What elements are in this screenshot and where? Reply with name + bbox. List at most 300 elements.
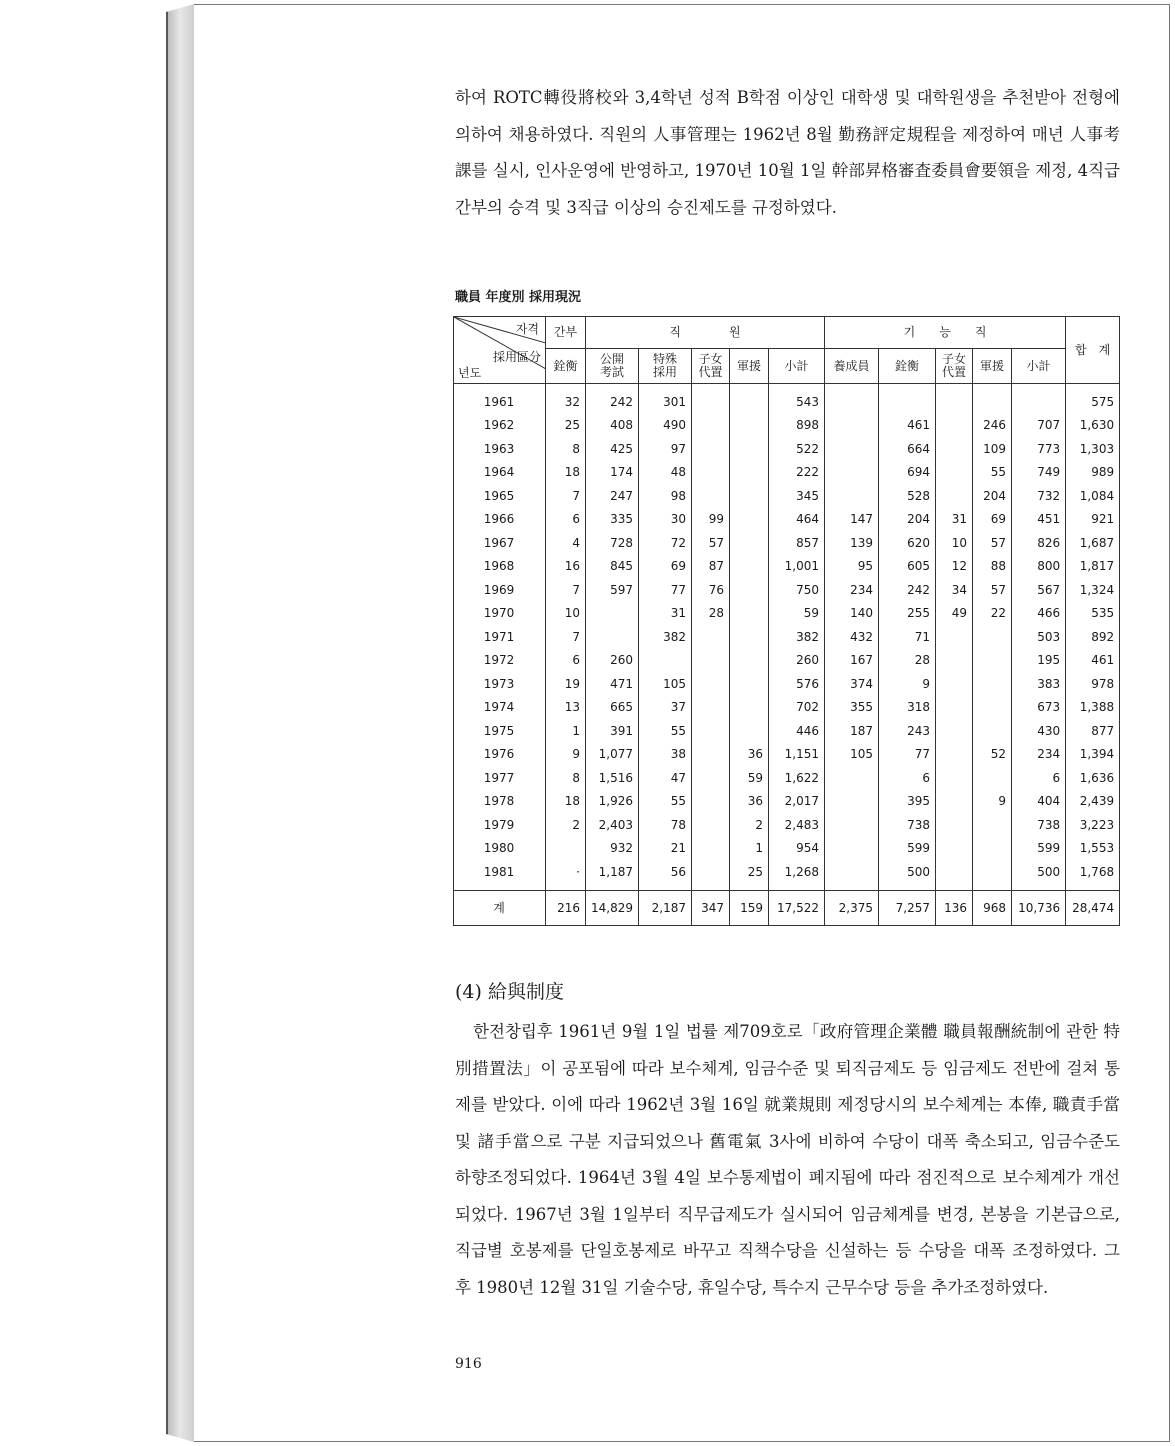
cell-gn-gunwon (973, 813, 1012, 837)
cell-gn-sogye: 826 (1012, 531, 1066, 555)
cell-teuksu: 55 (639, 790, 692, 814)
cell-total: 461 (1066, 649, 1120, 673)
cell-total: 978 (1066, 672, 1120, 696)
cell-total: 28,474 (1066, 890, 1120, 925)
cell-yangseong (825, 461, 879, 485)
cell-gongkae: 1,077 (586, 743, 639, 767)
cell-year: 1976 (454, 743, 546, 767)
cell-ganbu: 9 (546, 743, 586, 767)
cell-total: 1,630 (1066, 414, 1120, 438)
table-row (454, 414, 1120, 438)
cell-gn-sogye: 6 (1012, 766, 1066, 790)
table-body (454, 384, 1120, 891)
cell-yangseong (825, 766, 879, 790)
table-row (454, 719, 1120, 743)
page-number: 916 (455, 1356, 482, 1372)
cell-gn-janyeo: 136 (936, 890, 973, 925)
cell-jeonhyeong: 599 (879, 837, 936, 861)
cell-teuksu: 48 (639, 461, 692, 485)
cell-gunwon (730, 384, 769, 414)
cell-gn-gunwon (973, 672, 1012, 696)
cell-jeonhyeong: 242 (879, 578, 936, 602)
cell-gongkae: 174 (586, 461, 639, 485)
cell-gunwon (730, 437, 769, 461)
cell-teuksu: 301 (639, 384, 692, 414)
cell-janyeo (692, 743, 730, 767)
cell-sogye: 857 (769, 531, 825, 555)
cell-teuksu: 38 (639, 743, 692, 767)
cell-total: 1,636 (1066, 766, 1120, 790)
cell-janyeo: 76 (692, 578, 730, 602)
cell-gongkae: 845 (586, 555, 639, 579)
cell-ganbu (546, 837, 586, 861)
cell-year: 1967 (454, 531, 546, 555)
cell-yangseong (825, 384, 879, 414)
cell-yangseong (825, 837, 879, 861)
cell-teuksu: 69 (639, 555, 692, 579)
cell-ganbu: 10 (546, 602, 586, 626)
cell-gn-janyeo: 31 (936, 508, 973, 532)
cell-jeonhyeong: 7,257 (879, 890, 936, 925)
cell-gongkae: 247 (586, 484, 639, 508)
cell-jeonhyeong: 664 (879, 437, 936, 461)
cell-gunwon (730, 625, 769, 649)
cell-janyeo (692, 672, 730, 696)
cell-teuksu: 37 (639, 696, 692, 720)
table-row (454, 672, 1120, 696)
cell-sogye: 1,622 (769, 766, 825, 790)
cell-gn-janyeo (936, 790, 973, 814)
cell-gn-gunwon: 57 (973, 578, 1012, 602)
cell-gn-sogye: 673 (1012, 696, 1066, 720)
cell-gongkae: 2,403 (586, 813, 639, 837)
header-gn-janyeo: 子女 代置 (936, 349, 973, 384)
cell-gn-gunwon: 246 (973, 414, 1012, 438)
cell-year: 1974 (454, 696, 546, 720)
cell-gunwon (730, 602, 769, 626)
header-gunwon: 軍援 (730, 349, 769, 384)
cell-gn-gunwon: 52 (973, 743, 1012, 767)
cell-gongkae: 391 (586, 719, 639, 743)
cell-janyeo (692, 484, 730, 508)
cell-gn-gunwon (973, 837, 1012, 861)
cell-gn-gunwon (973, 649, 1012, 673)
cell-teuksu: 105 (639, 672, 692, 696)
cell-year: 1965 (454, 484, 546, 508)
cell-gunwon (730, 484, 769, 508)
cell-gn-janyeo: 12 (936, 555, 973, 579)
cell-gongkae: 408 (586, 414, 639, 438)
cell-year: 1971 (454, 625, 546, 649)
cell-yangseong: 167 (825, 649, 879, 673)
cell-gn-janyeo (936, 414, 973, 438)
table-row (454, 625, 1120, 649)
table-row (454, 790, 1120, 814)
cell-ganbu: 1 (546, 719, 586, 743)
cell-gn-janyeo (936, 837, 973, 861)
cell-sogye: 2,017 (769, 790, 825, 814)
cell-year: 1981 (454, 860, 546, 890)
cell-gn-sogye: 773 (1012, 437, 1066, 461)
cell-year: 1978 (454, 790, 546, 814)
cell-ganbu: 13 (546, 696, 586, 720)
recruitment-table (453, 316, 1120, 926)
cell-gunwon (730, 649, 769, 673)
cell-jeonhyeong: 620 (879, 531, 936, 555)
cell-yangseong (825, 414, 879, 438)
cell-gn-sogye: 404 (1012, 790, 1066, 814)
corner-label-year: 년도 (458, 366, 482, 380)
cell-gunwon: 36 (730, 743, 769, 767)
cell-gn-janyeo (936, 461, 973, 485)
cell-janyeo (692, 461, 730, 485)
table-corner-cell (454, 317, 546, 384)
cell-gn-sogye: 567 (1012, 578, 1066, 602)
header-ganbu-jeonhyeong: 銓衡 (546, 349, 586, 384)
cell-gunwon (730, 578, 769, 602)
cell-yangseong (825, 813, 879, 837)
cell-gn-janyeo: 34 (936, 578, 973, 602)
cell-yangseong (825, 790, 879, 814)
book-spine (166, 4, 194, 1442)
cell-gn-sogye: 800 (1012, 555, 1066, 579)
cell-teuksu: 97 (639, 437, 692, 461)
cell-janyeo: 87 (692, 555, 730, 579)
cell-total: 2,439 (1066, 790, 1120, 814)
cell-teuksu: 98 (639, 484, 692, 508)
cell-gn-sogye: 503 (1012, 625, 1066, 649)
cell-jeonhyeong: 6 (879, 766, 936, 790)
cell-gongkae: 260 (586, 649, 639, 673)
cell-yangseong (825, 860, 879, 890)
cell-gn-janyeo (936, 384, 973, 414)
cell-year: 1964 (454, 461, 546, 485)
cell-sogye: 954 (769, 837, 825, 861)
table-row (454, 484, 1120, 508)
cell-gn-janyeo (936, 813, 973, 837)
cell-gn-janyeo (936, 743, 973, 767)
cell-gunwon: 59 (730, 766, 769, 790)
cell-jeonhyeong: 243 (879, 719, 936, 743)
cell-gongkae (586, 625, 639, 649)
cell-gn-janyeo (936, 860, 973, 890)
cell-total: 877 (1066, 719, 1120, 743)
cell-total: 1,303 (1066, 437, 1120, 461)
cell-gn-sogye: 707 (1012, 414, 1066, 438)
cell-janyeo: 347 (692, 890, 730, 925)
cell-gn-gunwon: 55 (973, 461, 1012, 485)
cell-jeonhyeong: 461 (879, 414, 936, 438)
cell-gn-sogye: 383 (1012, 672, 1066, 696)
cell-gn-janyeo (936, 484, 973, 508)
cell-jeonhyeong: 694 (879, 461, 936, 485)
cell-gunwon: 25 (730, 860, 769, 890)
cell-year: 1975 (454, 719, 546, 743)
cell-ganbu: 4 (546, 531, 586, 555)
cell-ganbu: 18 (546, 790, 586, 814)
cell-sogye: 576 (769, 672, 825, 696)
cell-jeonhyeong: 28 (879, 649, 936, 673)
cell-teuksu: 31 (639, 602, 692, 626)
cell-total: 3,223 (1066, 813, 1120, 837)
cell-jeonhyeong: 204 (879, 508, 936, 532)
cell-gn-gunwon: 109 (973, 437, 1012, 461)
cell-total: 1,388 (1066, 696, 1120, 720)
cell-teuksu: 72 (639, 531, 692, 555)
cell-jeonhyeong: 605 (879, 555, 936, 579)
cell-gn-janyeo (936, 625, 973, 649)
cell-sogye: 260 (769, 649, 825, 673)
cell-gongkae: 471 (586, 672, 639, 696)
cell-gongkae: 1,516 (586, 766, 639, 790)
cell-janyeo: 57 (692, 531, 730, 555)
cell-gn-janyeo (936, 719, 973, 743)
cell-gunwon (730, 531, 769, 555)
cell-gongkae: 932 (586, 837, 639, 861)
cell-teuksu: 2,187 (639, 890, 692, 925)
cell-janyeo (692, 766, 730, 790)
table-row (454, 461, 1120, 485)
header-gn-sogye: 小計 (1012, 349, 1066, 384)
cell-janyeo (692, 813, 730, 837)
header-yangseong: 養成員 (825, 349, 879, 384)
cell-gn-janyeo (936, 437, 973, 461)
cell-gunwon: 36 (730, 790, 769, 814)
cell-gunwon: 2 (730, 813, 769, 837)
cell-teuksu: 77 (639, 578, 692, 602)
cell-gn-janyeo (936, 649, 973, 673)
cell-gn-janyeo: 10 (936, 531, 973, 555)
cell-gn-janyeo (936, 672, 973, 696)
table-row (454, 766, 1120, 790)
cell-year: 계 (454, 890, 546, 925)
cell-yangseong (825, 437, 879, 461)
cell-sogye: 1,001 (769, 555, 825, 579)
cell-jeonhyeong (879, 384, 936, 414)
cell-gunwon (730, 508, 769, 532)
intro-paragraph: 하여 ROTC轉役將校와 3,4학년 성적 B학점 이상인 대학생 및 대학원생을 추천받아 전형에 의하여 채용하였다. 직원의 人事管理는 1962년 8월 勤務評定規程을 제정하여 매년 人事考課를 실시, 인사운영에 반영하고, 1970년 10월 1일 幹部昇格審査委員會要領을 제정, 4직급간부의 승격 및 3직급 이상의 승진제도를 규정하였다. (455, 88, 1120, 217)
cell-sogye: 446 (769, 719, 825, 743)
header-total: 합 계 (1066, 317, 1120, 384)
table-total-row (454, 890, 1120, 925)
cell-gn-janyeo (936, 696, 973, 720)
header-teuksu: 特殊 採用 (639, 349, 692, 384)
cell-sogye: 382 (769, 625, 825, 649)
cell-gn-sogye: 500 (1012, 860, 1066, 890)
cell-gn-gunwon: 57 (973, 531, 1012, 555)
cell-gongkae: 597 (586, 578, 639, 602)
cell-ganbu: 19 (546, 672, 586, 696)
cell-gn-gunwon: 22 (973, 602, 1012, 626)
cell-gongkae: 1,926 (586, 790, 639, 814)
cell-yangseong: 187 (825, 719, 879, 743)
table-row (454, 743, 1120, 767)
cell-ganbu: 16 (546, 555, 586, 579)
cell-janyeo (692, 414, 730, 438)
cell-gn-gunwon (973, 719, 1012, 743)
cell-yangseong: 374 (825, 672, 879, 696)
table-row (454, 860, 1120, 890)
header-jikwon: 직 원 (586, 317, 825, 349)
cell-teuksu: 30 (639, 508, 692, 532)
cell-ganbu: 6 (546, 508, 586, 532)
cell-sogye: 702 (769, 696, 825, 720)
cell-gunwon (730, 555, 769, 579)
cell-total: 989 (1066, 461, 1120, 485)
cell-gn-sogye: 732 (1012, 484, 1066, 508)
cell-jeonhyeong: 255 (879, 602, 936, 626)
cell-teuksu: 21 (639, 837, 692, 861)
cell-ganbu: 8 (546, 766, 586, 790)
cell-teuksu: 55 (639, 719, 692, 743)
cell-gn-janyeo: 49 (936, 602, 973, 626)
cell-year: 1973 (454, 672, 546, 696)
cell-ganbu: 32 (546, 384, 586, 414)
cell-total: 1,553 (1066, 837, 1120, 861)
cell-sogye: 750 (769, 578, 825, 602)
cell-yangseong: 95 (825, 555, 879, 579)
header-ganbu: 간부 (546, 317, 586, 349)
cell-gongkae: 425 (586, 437, 639, 461)
cell-total: 1,084 (1066, 484, 1120, 508)
cell-gn-gunwon (973, 384, 1012, 414)
cell-total: 1,817 (1066, 555, 1120, 579)
cell-sogye: 1,268 (769, 860, 825, 890)
cell-gn-gunwon: 968 (973, 890, 1012, 925)
cell-year: 1962 (454, 414, 546, 438)
cell-ganbu: 18 (546, 461, 586, 485)
cell-year: 1961 (454, 384, 546, 414)
cell-gn-sogye: 749 (1012, 461, 1066, 485)
cell-gn-gunwon: 69 (973, 508, 1012, 532)
header-gineungjik: 기 능 직 (825, 317, 1066, 349)
table-row (454, 531, 1120, 555)
header-sogye: 小計 (769, 349, 825, 384)
cell-yangseong: 2,375 (825, 890, 879, 925)
cell-gn-gunwon (973, 696, 1012, 720)
cell-year: 1972 (454, 649, 546, 673)
cell-teuksu: 78 (639, 813, 692, 837)
cell-gn-sogye: 599 (1012, 837, 1066, 861)
cell-sogye: 522 (769, 437, 825, 461)
cell-gongkae: 728 (586, 531, 639, 555)
cell-gn-gunwon (973, 766, 1012, 790)
cell-ganbu: 2 (546, 813, 586, 837)
corner-label-qualification: 자격 (515, 322, 539, 336)
cell-janyeo (692, 837, 730, 861)
cell-gunwon (730, 696, 769, 720)
cell-ganbu: 25 (546, 414, 586, 438)
table-row (454, 578, 1120, 602)
cell-janyeo (692, 625, 730, 649)
corner-label-category: 採用區分 (492, 350, 541, 364)
cell-gn-gunwon: 9 (973, 790, 1012, 814)
cell-sogye: 543 (769, 384, 825, 414)
cell-total: 575 (1066, 384, 1120, 414)
cell-janyeo (692, 649, 730, 673)
cell-janyeo (692, 790, 730, 814)
cell-gunwon: 1 (730, 837, 769, 861)
table-row (454, 813, 1120, 837)
cell-jeonhyeong: 77 (879, 743, 936, 767)
cell-janyeo (692, 719, 730, 743)
cell-total: 1,687 (1066, 531, 1120, 555)
cell-year: 1966 (454, 508, 546, 532)
cell-gn-gunwon: 88 (973, 555, 1012, 579)
cell-total: 892 (1066, 625, 1120, 649)
cell-year: 1977 (454, 766, 546, 790)
cell-janyeo: 28 (692, 602, 730, 626)
cell-gn-sogye: 430 (1012, 719, 1066, 743)
cell-sogye: 898 (769, 414, 825, 438)
cell-yangseong: 140 (825, 602, 879, 626)
cell-year: 1969 (454, 578, 546, 602)
cell-gongkae: 14,829 (586, 890, 639, 925)
table-row (454, 649, 1120, 673)
cell-gongkae: 1,187 (586, 860, 639, 890)
cell-gn-sogye: 466 (1012, 602, 1066, 626)
cell-sogye: 2,483 (769, 813, 825, 837)
cell-jeonhyeong: 71 (879, 625, 936, 649)
cell-yangseong (825, 484, 879, 508)
cell-gongkae (586, 602, 639, 626)
cell-ganbu: · (546, 860, 586, 890)
cell-gn-sogye (1012, 384, 1066, 414)
cell-yangseong: 432 (825, 625, 879, 649)
cell-gn-gunwon (973, 860, 1012, 890)
cell-gunwon: 159 (730, 890, 769, 925)
cell-ganbu: 7 (546, 625, 586, 649)
cell-total: 535 (1066, 602, 1120, 626)
table-caption: 職員 年度別 採用現況 (455, 290, 582, 305)
cell-sogye: 345 (769, 484, 825, 508)
table-row (454, 437, 1120, 461)
cell-total: 1,324 (1066, 578, 1120, 602)
section-heading: (4) 給與制度 (455, 981, 564, 1003)
cell-gongkae: 242 (586, 384, 639, 414)
cell-jeonhyeong: 318 (879, 696, 936, 720)
cell-gn-sogye: 195 (1012, 649, 1066, 673)
cell-yangseong: 355 (825, 696, 879, 720)
table-row (454, 508, 1120, 532)
cell-yangseong: 147 (825, 508, 879, 532)
cell-sogye: 17,522 (769, 890, 825, 925)
table-row (454, 837, 1120, 861)
header-gongkae: 公開 考試 (586, 349, 639, 384)
cell-yangseong: 139 (825, 531, 879, 555)
cell-gunwon (730, 414, 769, 438)
header-janyeo: 子女 代置 (692, 349, 730, 384)
cell-ganbu: 7 (546, 484, 586, 508)
cell-year: 1968 (454, 555, 546, 579)
table-row (454, 696, 1120, 720)
cell-teuksu: 47 (639, 766, 692, 790)
cell-janyeo (692, 437, 730, 461)
cell-total: 1,768 (1066, 860, 1120, 890)
salary-system-paragraph: 한전창립후 1961년 9월 1일 법률 제709호로「政府管理企業體 職員報酬統制에 관한 特別措置法」이 공포됨에 따라 보수체계, 임금수준 및 퇴직금제도 등 임금제도 전반에 걸쳐 통제를 받았다. 이에 따라 1962년 3월 16일 就業規則 제정당시의 보수체계는 本俸, 職責手當 및 諸手當으로 구분 지급되었으나 舊電氣 3사에 비하여 수당이 대폭 축소되고, 임금수준도 하향조정되었다. 1964년 3월 4일 보수통제법이 폐지됨에 따라 점진적으로 보수체계가 개선되었다. 1967년 3월 1일부터 직무급제도가 실시되어 임금체계를 변경, 본봉을 기본급으로, 직급별 호봉제를 단일호봉제로 바꾸고 직책수당을 신설하는 등 수당을 대폭 조정하였다. 그 후 1980년 12월 31일 기술수당, 휴일수당, 특수지 근무수당 등을 추가조정하였다. (455, 1022, 1120, 1297)
cell-year: 1980 (454, 837, 546, 861)
cell-teuksu: 382 (639, 625, 692, 649)
cell-year: 1979 (454, 813, 546, 837)
cell-jeonhyeong: 528 (879, 484, 936, 508)
cell-sogye: 464 (769, 508, 825, 532)
cell-sogye: 1,151 (769, 743, 825, 767)
table-row (454, 384, 1120, 414)
cell-gunwon (730, 719, 769, 743)
cell-jeonhyeong: 395 (879, 790, 936, 814)
cell-gongkae: 335 (586, 508, 639, 532)
cell-jeonhyeong: 738 (879, 813, 936, 837)
